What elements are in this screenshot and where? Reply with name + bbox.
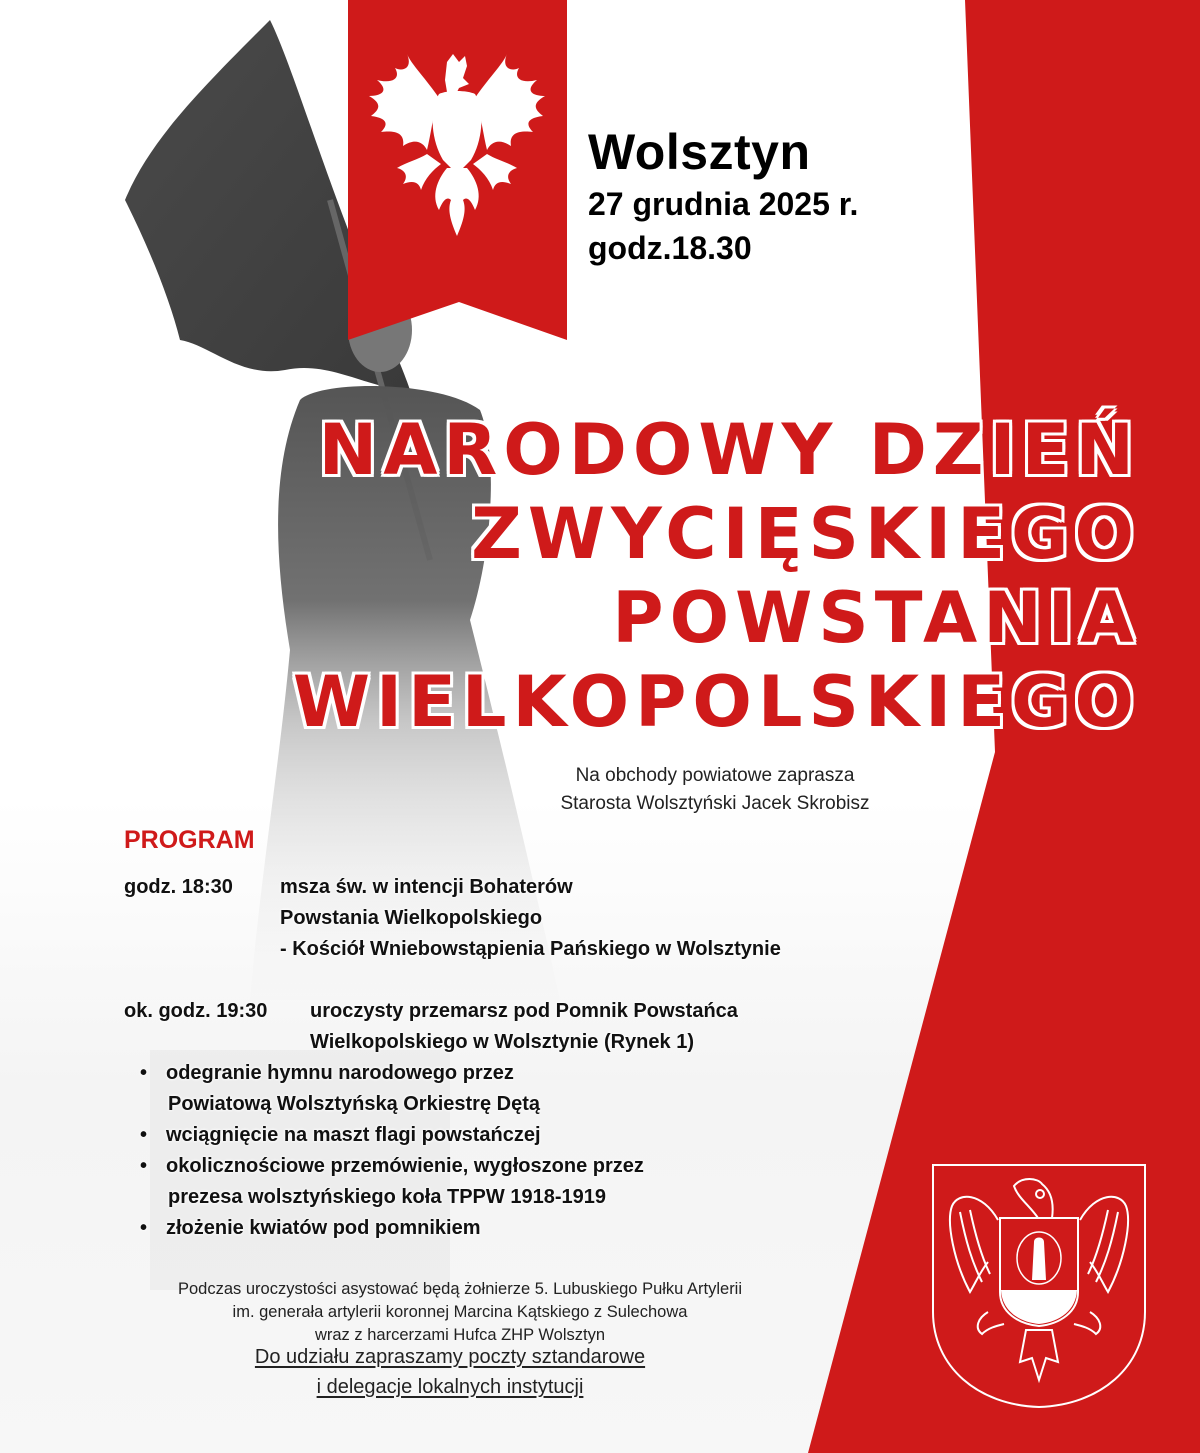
event-time: godz.18.30 (588, 230, 752, 266)
event-info (588, 122, 858, 270)
event-city: Wolsztyn (588, 124, 811, 180)
closing-invitation: Do udziału zapraszamy poczty sztandarowe i delegacje lokalnych instytucji (254, 1346, 646, 1398)
program-item-line: - Kościół Wniebowstąpienia Pańskiego w Wolsztynie (280, 938, 781, 960)
assistance-note: Podczas uroczystości asystować będą żołnierze 5. Lubuskiego Pułku Artylerii im. generała artylerii koronnej Marcina Kątskiego z Sulechowa wraz z harcerzami Hufca ZHP Wolsztyn (177, 1280, 743, 1344)
program-item-line: Wielkopolskiego w Wolsztynie (Rynek 1) (310, 1031, 694, 1053)
program-item (124, 996, 781, 1058)
bullet-item: • wciągnięcie na maszt flagi powstańczej (140, 1120, 781, 1151)
title-line-4: WIELKOPOLSKIEGO (292, 661, 1140, 743)
bullet-item: • okolicznościowe przemówienie, wygłoszone przez prezesa wolsztyńskiego koła TPPW 1918-1919 (140, 1151, 781, 1213)
bullet-item: • odegranie hymnu narodowego przez Powiatową Wolsztyńską Orkiestrę Dętą (140, 1058, 781, 1120)
polish-eagle-icon (367, 50, 547, 240)
program-item-line: msza św. w intencji Bohaterów (280, 876, 573, 898)
program-item-time: ok. godz. 19:30 (124, 1000, 268, 1022)
coat-of-arms-icon (930, 1162, 1148, 1410)
program-heading: PROGRAM (124, 826, 255, 854)
program-bullets (124, 1058, 781, 1244)
title-line-3: POWSTANIA (612, 577, 1140, 659)
invitation-text (500, 762, 930, 818)
main-title (260, 408, 1160, 744)
program-item (124, 872, 781, 965)
program-item-time: godz. 18:30 (124, 876, 233, 898)
program-list (124, 872, 781, 1244)
program-item-line: Powstania Wielkopolskiego (280, 907, 543, 929)
title-line-2: ZWYCIĘSKIEGO (471, 493, 1140, 575)
invitation-line-1: Na obchody powiatowe zaprasza (575, 765, 855, 786)
invitation-line-2: Starosta Wolsztyński Jacek Skrobisz (560, 793, 870, 814)
bullet-item: • złożenie kwiatów pod pomnikiem (140, 1213, 781, 1244)
event-date: 27 grudnia 2025 r. (588, 186, 859, 222)
program-item-line: uroczysty przemarsz pod Pomnik Powstańca (310, 1000, 738, 1022)
title-line-1: NARODOWY DZIEŃ (318, 409, 1140, 491)
